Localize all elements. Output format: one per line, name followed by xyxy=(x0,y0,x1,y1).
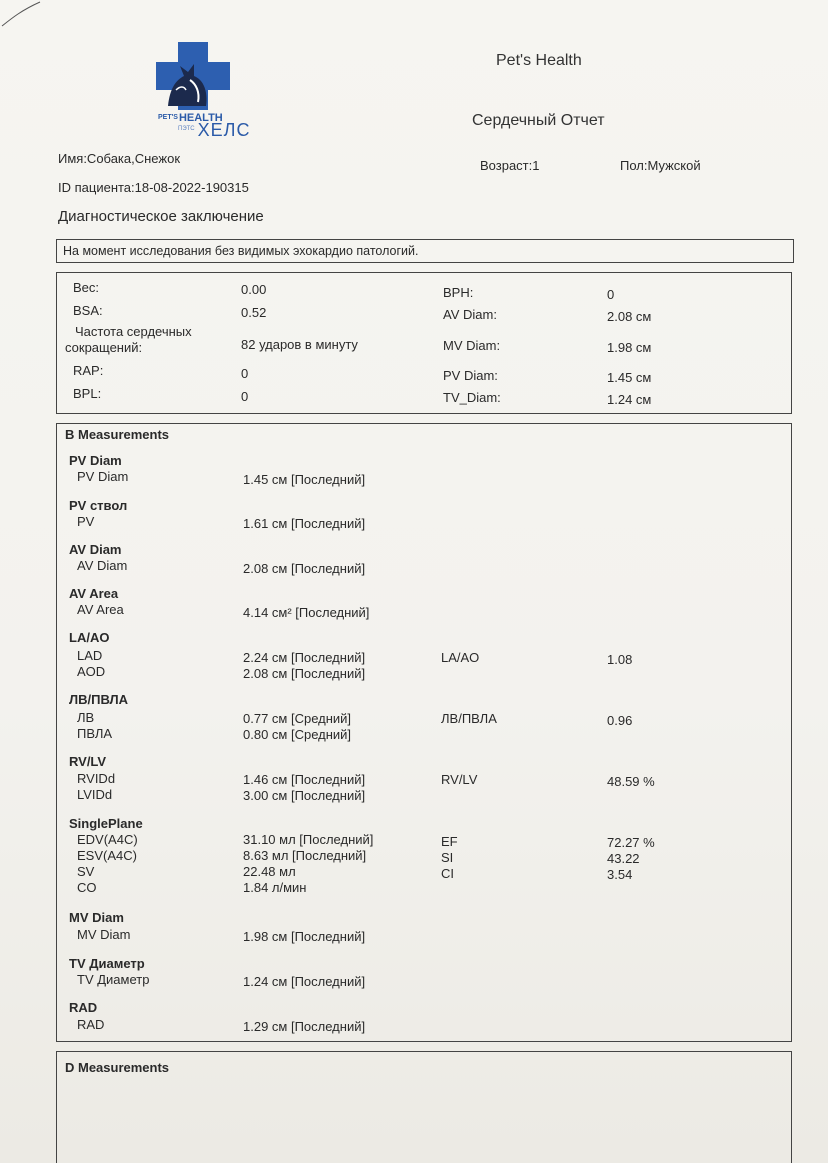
measure-name: ESV(A4C) xyxy=(77,848,137,863)
measure-name: TV Диаметр xyxy=(77,972,150,987)
vital-label: Вес: xyxy=(73,280,100,295)
vital-value: 1.45 см xyxy=(607,370,652,385)
measure-name: RVIDd xyxy=(77,771,116,786)
measure-value: 1.29 см [Последний] xyxy=(243,1019,366,1034)
vital-value: 1.24 см xyxy=(607,392,652,407)
measure-value: 3.00 см [Последний] xyxy=(243,788,366,803)
group-title: SinglePlane xyxy=(69,816,143,831)
calc-value: 3.54 xyxy=(607,867,633,882)
measure-value: 1.24 см [Последний] xyxy=(243,974,366,989)
measure-name: PV Diam xyxy=(77,469,129,484)
vitals-box xyxy=(56,272,792,414)
calc-value: 72.27 % xyxy=(607,835,655,850)
logo-wordmark-ru: $^{ПЭТС}$ ХЕЛС xyxy=(178,120,251,140)
group-title: RAD xyxy=(69,1000,98,1015)
measure-value: 1.98 см [Последний] xyxy=(243,929,366,944)
d-measurements-section xyxy=(56,1051,792,1163)
measure-value: 0.80 см [Средний] xyxy=(243,727,352,742)
group-title: AV Diam xyxy=(69,542,122,557)
vital-value: 0 xyxy=(241,389,249,404)
patient-sex: Пол:Мужской xyxy=(620,158,701,173)
section-title: D Measurements xyxy=(65,1060,170,1075)
group-title: ЛВ/ПВЛА xyxy=(69,692,129,707)
measure-name: CO xyxy=(77,880,97,895)
measure-value: 2.08 см [Последний] xyxy=(243,561,366,576)
vital-value: 2.08 см xyxy=(607,309,652,324)
measure-name: AV Diam xyxy=(77,558,128,573)
measure-value: 8.63 мл [Последний] xyxy=(243,848,367,863)
measure-name: RAD xyxy=(77,1017,105,1032)
logo-wordmark-en: PET'SHEALTH xyxy=(158,112,223,124)
clinic-name: Pet's Health xyxy=(496,52,582,69)
measure-name: ЛВ xyxy=(77,710,95,725)
diagnosis-title: Диагностическое заключение xyxy=(58,208,264,225)
vital-label: BPL: xyxy=(73,386,102,401)
measure-value: 2.24 см [Последний] xyxy=(243,650,366,665)
vital-label: MV Diam: xyxy=(443,338,501,353)
vital-label-line: Частота сердечных xyxy=(75,324,192,339)
measure-name: LVIDd xyxy=(77,787,113,802)
vital-value: 1.98 см xyxy=(607,340,652,355)
vital-label xyxy=(65,324,192,356)
group-title: PV Diam xyxy=(69,453,122,468)
vital-label-line: сокращений: xyxy=(65,340,143,355)
measure-value: 31.10 мл [Последний] xyxy=(243,832,374,847)
calc-name: CI xyxy=(441,866,454,881)
calc-value: 0.96 xyxy=(607,713,633,728)
patient-name: Имя:Собака,Снежок xyxy=(58,151,181,166)
vital-value: 82 ударов в минуту xyxy=(241,337,358,352)
b-measurements-section xyxy=(56,423,792,1042)
calc-name: LA/AO xyxy=(441,650,480,665)
vital-label: BPH: xyxy=(443,285,474,300)
measure-name: EDV(A4C) xyxy=(77,832,138,847)
group-title: LA/AO xyxy=(69,630,110,645)
vital-label: TV_Diam: xyxy=(443,390,501,405)
group-title: MV Diam xyxy=(69,910,124,925)
measure-name: MV Diam xyxy=(77,927,131,942)
group-title: AV Area xyxy=(69,586,119,601)
pen-stroke-mark xyxy=(0,0,60,30)
measure-value: 1.61 см [Последний] xyxy=(243,516,366,531)
measure-value: 0.77 см [Средний] xyxy=(243,711,352,726)
measure-name: LAD xyxy=(77,648,103,663)
measure-value: 1.46 см [Последний] xyxy=(243,772,366,787)
group-title: RV/LV xyxy=(69,754,107,769)
vital-label: AV Diam: xyxy=(443,307,497,322)
calc-value: 43.22 xyxy=(607,851,640,866)
patient-age: Возраст:1 xyxy=(480,158,540,173)
vital-value: 0.00 xyxy=(241,282,267,297)
calc-value: 48.59 % xyxy=(607,774,655,789)
vital-label: PV Diam: xyxy=(443,368,498,383)
vital-label: RAP: xyxy=(73,363,104,378)
measure-value: 22.48 мл xyxy=(243,864,296,879)
measure-name: SV xyxy=(77,864,95,879)
group-title: PV ствол xyxy=(69,498,128,513)
diagnosis-text: На момент исследования без видимых эхокардио патологий. xyxy=(63,244,419,258)
patient-id: ID пациента:18-08-2022-190315 xyxy=(58,180,249,195)
vital-value: 0.52 xyxy=(241,305,267,320)
measure-value: 4.14 см² [Последний] xyxy=(243,605,370,620)
measure-value: 2.08 см [Последний] xyxy=(243,666,366,681)
vital-label: BSA: xyxy=(73,303,103,318)
calc-value: 1.08 xyxy=(607,652,633,667)
measure-name: ПВЛА xyxy=(77,726,113,741)
calc-name: SI xyxy=(441,850,454,865)
calc-name: ЛВ/ПВЛА xyxy=(441,711,497,726)
vital-value: 0 xyxy=(241,366,249,381)
measure-name: AOD xyxy=(77,664,106,679)
diagnosis-box xyxy=(56,239,794,263)
report-title: Сердечный Отчет xyxy=(472,112,605,129)
measure-name: AV Area xyxy=(77,602,124,617)
section-title: B Measurements xyxy=(65,427,170,442)
calc-name: RV/LV xyxy=(441,772,478,787)
vital-value: 0 xyxy=(607,287,615,302)
measure-name: PV xyxy=(77,514,95,529)
calc-name: EF xyxy=(441,834,458,849)
measure-value: 1.45 см [Последний] xyxy=(243,472,366,487)
measure-value: 1.84 л/мин xyxy=(243,880,307,895)
group-title: TV Диаметр xyxy=(69,956,145,971)
